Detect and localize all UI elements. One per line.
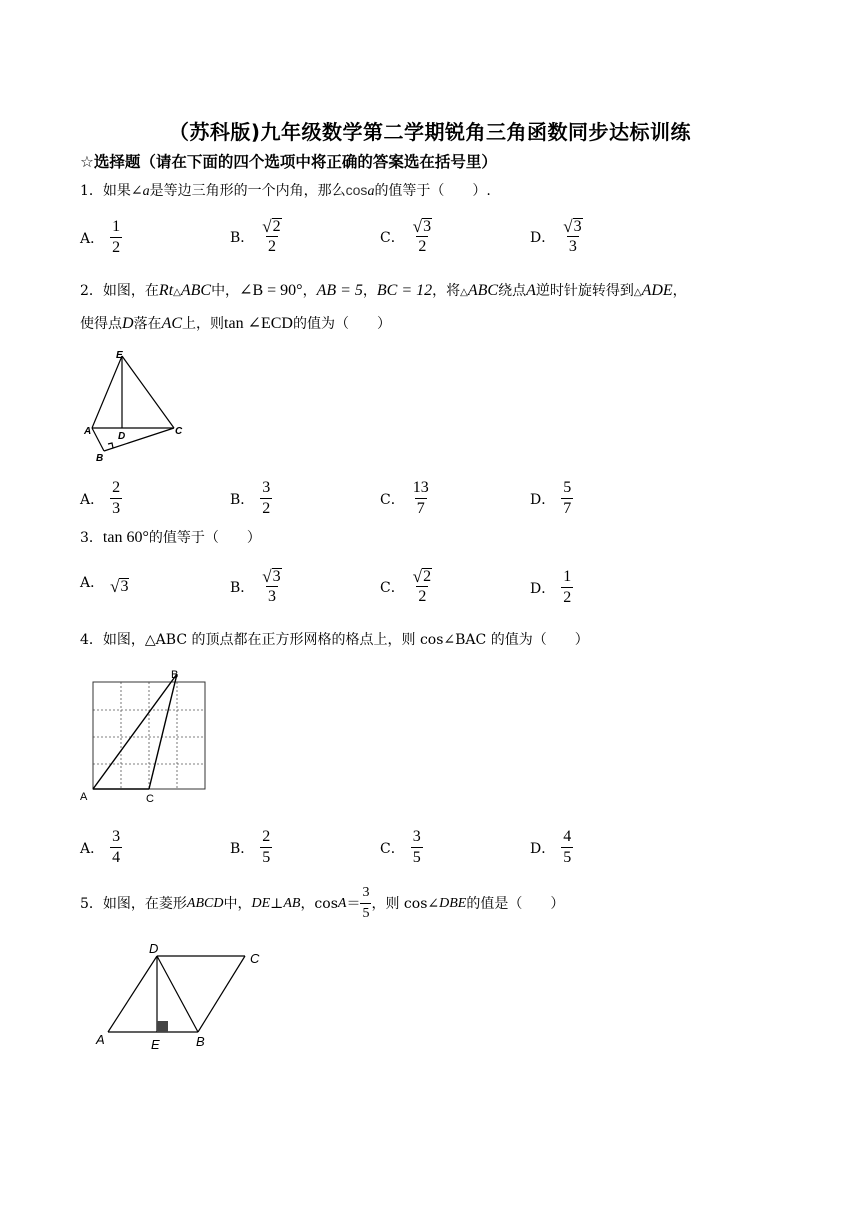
page-title: （苏科版)九年级数学第二学期锐角三角函数同步达标训练 — [168, 120, 692, 144]
label-b: B — [196, 1034, 205, 1049]
label-a: A — [96, 1032, 105, 1047]
q4-grid-figure — [78, 666, 218, 806]
q4-option-c[interactable]: C． $\frac{3}{5}$ — [380, 828, 421, 866]
label-c: C — [175, 426, 183, 437]
label-b: B — [171, 669, 179, 681]
label-c: C — [250, 951, 260, 966]
q5-rhombus-figure — [92, 940, 272, 1055]
q2-option-b[interactable]: B． $\frac{3}{2}$ — [230, 479, 271, 517]
q2-figure — [82, 348, 202, 468]
question-2-stem-line2: 使得点D落在AC上，则tan ∠ECD的值为（ ） — [80, 315, 391, 332]
label-e: E — [151, 1037, 160, 1052]
q3-option-d[interactable]: D． $\frac{1}{2}$ — [530, 568, 572, 606]
question-1-stem: 1．如果∠a是等边三角形的一个内角，那么cosa的值等于（ ）. — [80, 182, 491, 199]
q3-option-c[interactable]: C． √ 2 2 — [380, 567, 432, 605]
q1-option-a[interactable]: A． $\frac{1}{2}$ — [80, 218, 121, 256]
label-b: B — [96, 453, 104, 464]
q3-option-a[interactable]: A． √ 3 — [80, 574, 129, 596]
q2-option-d[interactable]: D． $\frac{5}{7}$ — [530, 479, 572, 517]
q1-option-b[interactable]: B． √ 2 2 — [230, 217, 281, 255]
q4-option-d[interactable]: D． $\frac{4}{5}$ — [530, 828, 572, 866]
question-2-stem-line1: 2．如图，在Rt△ABC中，∠B = 90°，AB = 5，BC = 12，将△ABC绕点A逆时针旋转得到△ADE， — [80, 282, 687, 299]
question-3-stem: 3．tan 60°的值等于（ ） — [80, 529, 261, 546]
label-e: E — [116, 350, 123, 361]
q2-option-a[interactable]: A． $\frac{2}{3}$ — [80, 479, 121, 517]
label-c: C — [146, 793, 154, 805]
q4-option-b[interactable]: B． $\frac{2}{5}$ — [230, 828, 271, 866]
label-d: D — [149, 941, 159, 956]
q3-option-b[interactable]: B． √ 3 3 — [230, 567, 281, 605]
label-a: A — [80, 791, 88, 803]
q1-option-c[interactable]: C． √ 3 2 — [380, 217, 432, 255]
question-5-stem: 5．如图，在菱形 ABCD 中， DE ⊥ AB ，cos A ＝ $\frac{3}{5}$ ，则 cos∠ DBE 的值是（ ） — [80, 885, 565, 921]
q2-option-c[interactable]: C． $\frac{13}{7}$ — [380, 479, 429, 517]
section-heading: ☆选择题（请在下面的四个选项中将正确的答案选在括号里） — [80, 153, 497, 171]
q4-option-a[interactable]: A． $\frac{3}{4}$ — [80, 828, 121, 866]
q1-option-d[interactable]: D． √ 3 3 — [530, 217, 582, 255]
label-a: A — [84, 426, 92, 437]
question-4-stem: 4．如图，△ABC 的顶点都在正方形网格的格点上，则 cos∠BAC 的值为（ ） — [80, 632, 589, 648]
label-d: D — [118, 431, 126, 442]
